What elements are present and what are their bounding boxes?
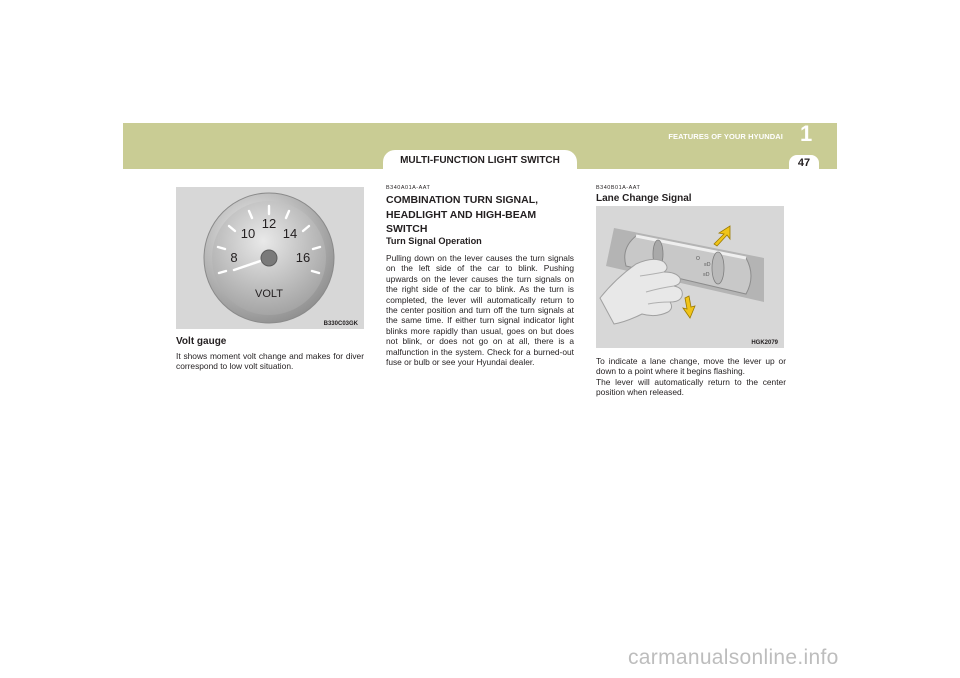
volt-gauge-figure — [176, 187, 364, 329]
gauge-number: 10 — [240, 226, 256, 241]
figure-code: B330C03GK — [323, 321, 358, 327]
chapter-number: 1 — [800, 121, 813, 146]
volt-gauge-text: It shows moment volt change and makes for diver correspond to low volt situation. — [176, 351, 364, 372]
lever-illustration — [596, 206, 784, 348]
volt-gauge-illustration — [176, 187, 364, 329]
section-heading: COMBINATION TURN SIGNAL, HEADLIGHT AND HIGH-BEAM SWITCH — [386, 194, 539, 235]
figure-code: HGK2079 — [751, 340, 778, 346]
turn-signal-text: Pulling down on the lever causes the turn signals on the left side of the car to blink. Pushing upwards on the lever causes the turn signals on the right side of the car to blink. As the turn is completed, the lever will automatically return to the center position and turn off the turn signals at the same time. If either turn signal indicator light blinks more rapidly than usual, goes on but does not blink, or does not go on at all, there is a malfunction in the system. Check for a burned-out fuse or bulb or see your Hyundai dealer. — [386, 253, 574, 368]
svg-text:≡D: ≡D — [703, 272, 710, 278]
section-code: B340A01A-AAT — [386, 185, 431, 191]
lane-change-text-2: The lever will automatically return to the center position when released. — [596, 377, 786, 398]
lane-change-heading: Lane Change Signal — [596, 193, 692, 204]
chapter-title: FEATURES OF YOUR HYUNDAI — [668, 132, 783, 141]
gauge-number: 12 — [261, 216, 277, 231]
subsection-heading: Turn Signal Operation — [386, 236, 482, 246]
gauge-number: 14 — [282, 226, 298, 241]
svg-text:≡D: ≡D — [704, 262, 711, 268]
lane-change-text-1: To indicate a lane change, move the lever up or down to a point where it begins flashing. — [596, 356, 786, 377]
arrow-down-icon — [683, 296, 695, 318]
gauge-label: VOLT — [255, 288, 283, 300]
section-code: B340B01A-AAT — [596, 185, 641, 191]
page-number: 47 — [797, 157, 811, 169]
section-title: MULTI-FUNCTION LIGHT SWITCH — [400, 155, 560, 166]
volt-gauge-heading: Volt gauge — [176, 336, 227, 347]
watermark[interactable]: carmanualsonline.info — [628, 646, 839, 669]
lane-change-figure — [596, 206, 784, 348]
gauge-number: 16 — [295, 250, 311, 265]
svg-text:O: O — [696, 256, 700, 262]
gauge-number: 8 — [230, 250, 238, 265]
arrow-up-icon — [714, 226, 730, 246]
